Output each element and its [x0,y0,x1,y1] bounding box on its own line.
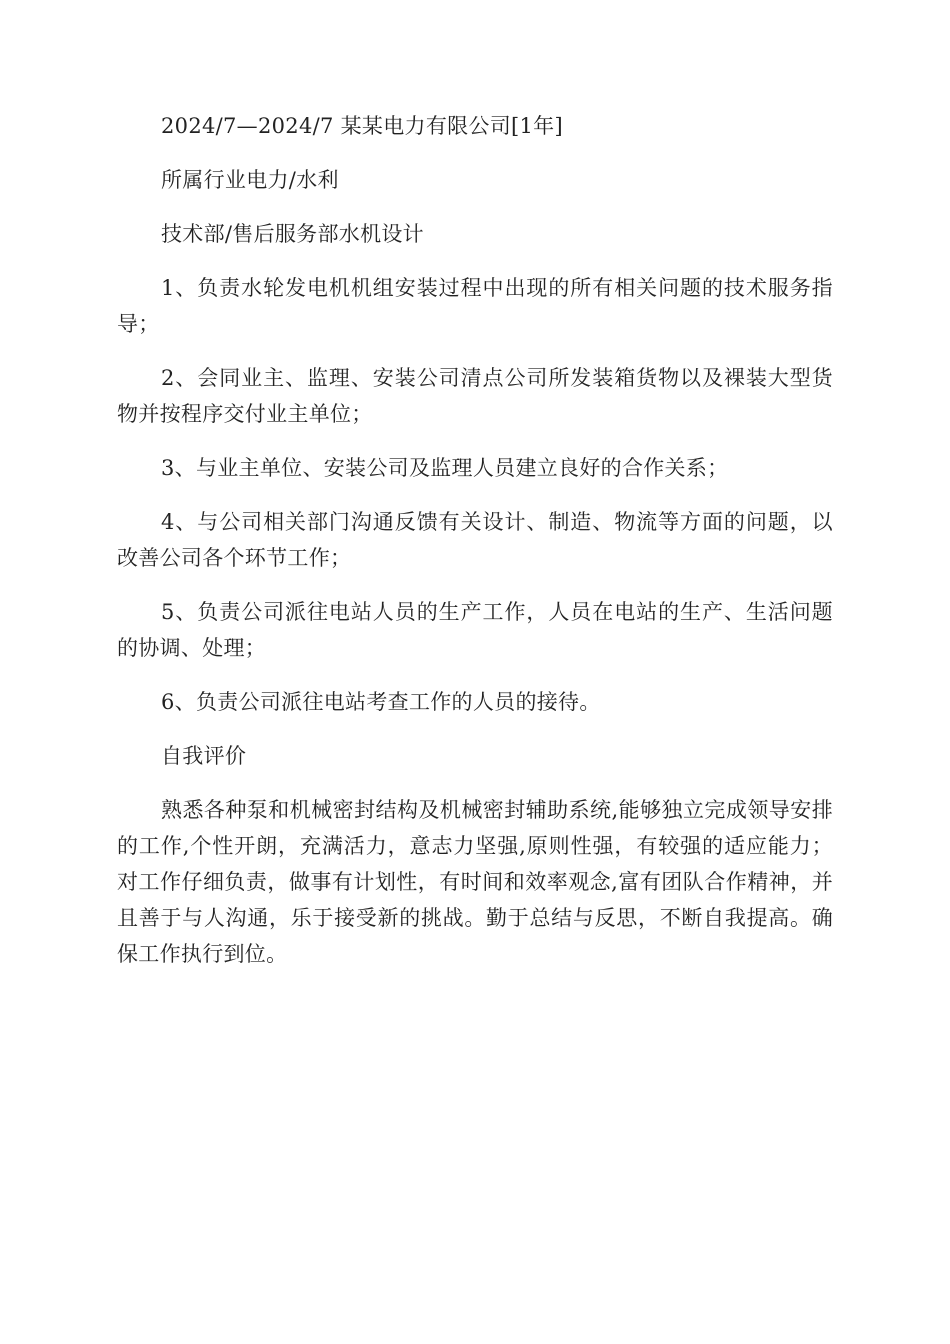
self-evaluation-body: 熟悉各种泵和机械密封结构及机械密封辅助系统,能够独立完成领导安排的工作,个性开朗，充满活力，意志力坚强,原则性强，有较强的适应能力；对工作仔细负责，做事有计划性，有时间和效率观念,富有团队合作精神，并且善于与人沟通，乐于接受新的挑战。勤于总结与反思，不断自我提高。确保工作执行到位。 [117,798,833,966]
duty-item-5: 5、负责公司派往电站人员的生产工作，人员在电站的生产、生活问题的协调、处理； [117,600,833,660]
duty-item-1: 1、负责水轮发电机机组安装过程中出现的所有相关问题的技术服务指导； [117,276,833,336]
experience-period-company: 2024/7—2024/7 某某电力有限公司[1年] [161,114,563,138]
experience-industry: 所属行业电力/水利 [161,168,339,192]
self-evaluation-heading: 自我评价 [161,744,247,768]
duty-item-2: 2、会同业主、监理、安装公司清点公司所发装箱货物以及裸装大型货物并按程序交付业主单位； [117,366,833,426]
document-page [117,108,833,990]
duty-item-3: 3、与业主单位、安装公司及监理人员建立良好的合作关系； [161,456,729,480]
duty-item-4: 4、与公司相关部门沟通反馈有关设计、制造、物流等方面的问题，以改善公司各个环节工作； [117,510,833,570]
experience-department-title: 技术部/售后服务部水机设计 [161,222,424,246]
duty-item-6: 6、负责公司派往电站考查工作的人员的接待。 [161,690,601,714]
